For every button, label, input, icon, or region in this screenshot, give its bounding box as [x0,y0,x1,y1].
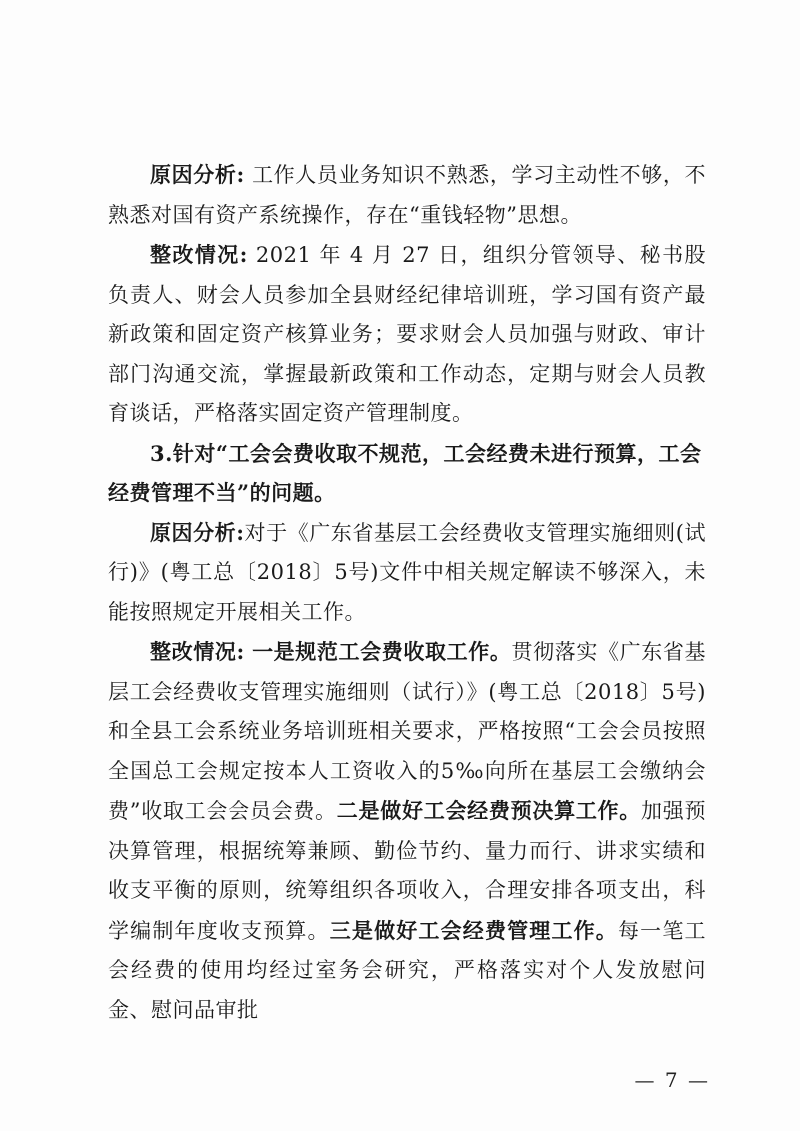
section-heading-3: 3.针对“工会会费收取不规范，工会经费未进行预算，工会经费管理不当”的问题。 [108,440,702,505]
paragraph-text: 对于《广东省基层工会经费收支管理实施细则(试行)》(粤工总〔2018〕5号)文件中相关规定解读不够深入，未能按照规定开展相关工作。 [108,520,706,624]
measure-two-title: 二是做好工会经费预决算工作。 [336,798,642,823]
measure-three-title: 三是做好工会经费管理工作。 [329,917,618,943]
paragraph-lead: 原因分析: [150,162,245,187]
paragraph-rectification-1 [108,235,706,434]
paragraph-cause-analysis-1 [108,155,706,235]
measure-two-text: 加强预决算管理，根据统筹兼顾、勤俭节约、量力而行、讲求实绩和收支平衡的原则，统筹组织各项收入，合理安排各项支出，科学编制年度收支预算。 [108,799,706,943]
paragraph-rectification-2 [108,632,706,1030]
measure-one-text: 贯彻落实《广东省基层工会经费收支管理实施细则（试行）》(粤工总〔2018〕5号)和全县工会系统业务培训班相关要求，严格按照“工会会员按照全国总工会规定按本人工资收入的5‰向所在基层工会缴纳会费”收取工会会员会费。 [108,640,707,823]
page-number: — 7 — [634,1068,710,1092]
paragraph-lead: 原因分析: [150,519,245,545]
measure-three-text: 每一笔工会经费的使用均经过室务会研究，严格落实对个人发放慰问金、慰问品审批 [108,918,707,1022]
paragraph-lead: 整改情况: [150,242,248,267]
document-body [108,155,706,1030]
paragraph-cause-analysis-2 [108,513,706,633]
measure-one-title: 一是规范工会费收取工作。 [252,639,512,664]
paragraph-lead: 整改情况: [150,639,245,664]
paragraph-text: 工作人员业务知识不熟悉，学习主动性不够，不熟悉对国有资产系统操作，存在“重钱轻物”思想。 [108,163,706,227]
paragraph-text: 2021 年 4 月 27 日，组织分管领导、秘书股负责人、财会人员参加全县财经纪律培训班，学习国有资产最新政策和固定资产核算业务；要求财会人员加强与财政、审计部门沟通交流，掌握最新政策和工作动态，定期与财会人员教育谈话，严格落实固定资产管理制度。 [108,243,706,425]
